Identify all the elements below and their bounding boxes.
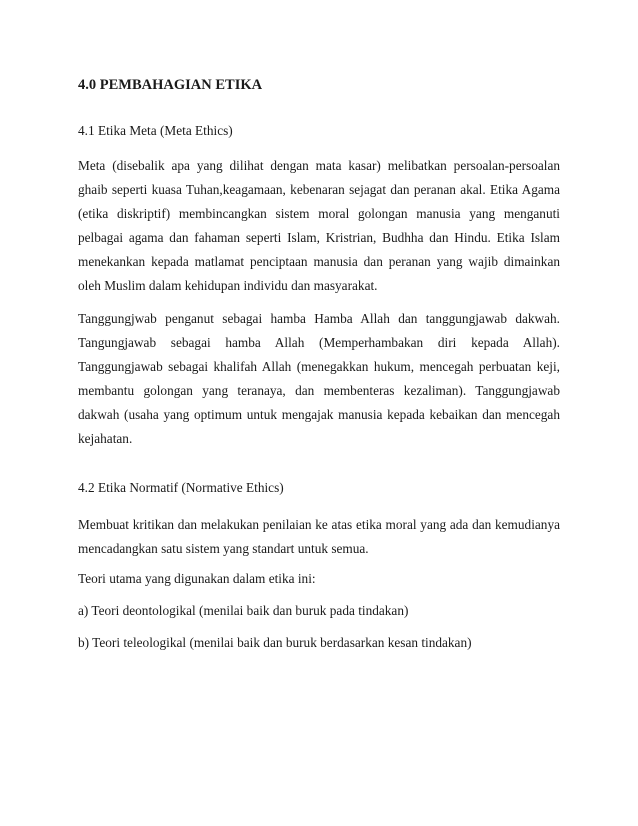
- theory-intro: Teori utama yang digunakan dalam etika ini:: [78, 571, 316, 586]
- meta-ethics-paragraph-2: Tanggungjwab penganut sebagai hamba Hamba Allah dan tanggungjawab dakwah. Tangungjawab sebagai hamba Allah (Memperhambakan diri kepada Allah). Tanggungjawab sebagai khalifah Allah (menegakkan hukum, mencegah perbuatan keji, membantu golongan yang teranaya, dan membenteras kezaliman). Tanggungjawab dakwah (usaha yang optimum untuk mengajak manusia kepada kebaikan dan mencegah kejahatan.: [78, 311, 560, 446]
- theory-item-a: a) Teori deontologikal (menilai baik dan buruk pada tindakan): [78, 603, 409, 618]
- theory-item-b: b) Teori teleologikal (menilai baik dan buruk berdasarkan kesan tindakan): [78, 635, 472, 650]
- normative-ethics-paragraph-1: Membuat kritikan dan melakukan penilaian ke atas etika moral yang ada dan kemudianya mencadangkan satu sistem yang standart untuk semua.: [78, 517, 560, 556]
- meta-ethics-paragraph-1: Meta (disebalik apa yang dilihat dengan mata kasar) melibatkan persoalan-persoalan ghaib seperti kuasa Tuhan,keagamaan, kebenaran sejagat dan peranan akal. Etika Agama (etika diskriptif) membincangkan sistem moral golongan manusia yang menganuti pelbagai agama dan fahaman seperti Islam, Kristrian, Budhha dan Hindu. Etika Islam menekankan kepada matlamat penciptaan manusia dan peranan yang wajib dimainkan oleh Muslim dalam kehidupan individu dan masyarakat.: [78, 158, 560, 293]
- document-page: [78, 72, 560, 652]
- section-title-meta-ethics: 4.1 Etika Meta (Meta Ethics): [78, 123, 233, 138]
- section-title-normative-ethics: 4.2 Etika Normatif (Normative Ethics): [78, 480, 284, 495]
- document-heading: 4.0 PEMBAHAGIAN ETIKA: [78, 77, 263, 93]
